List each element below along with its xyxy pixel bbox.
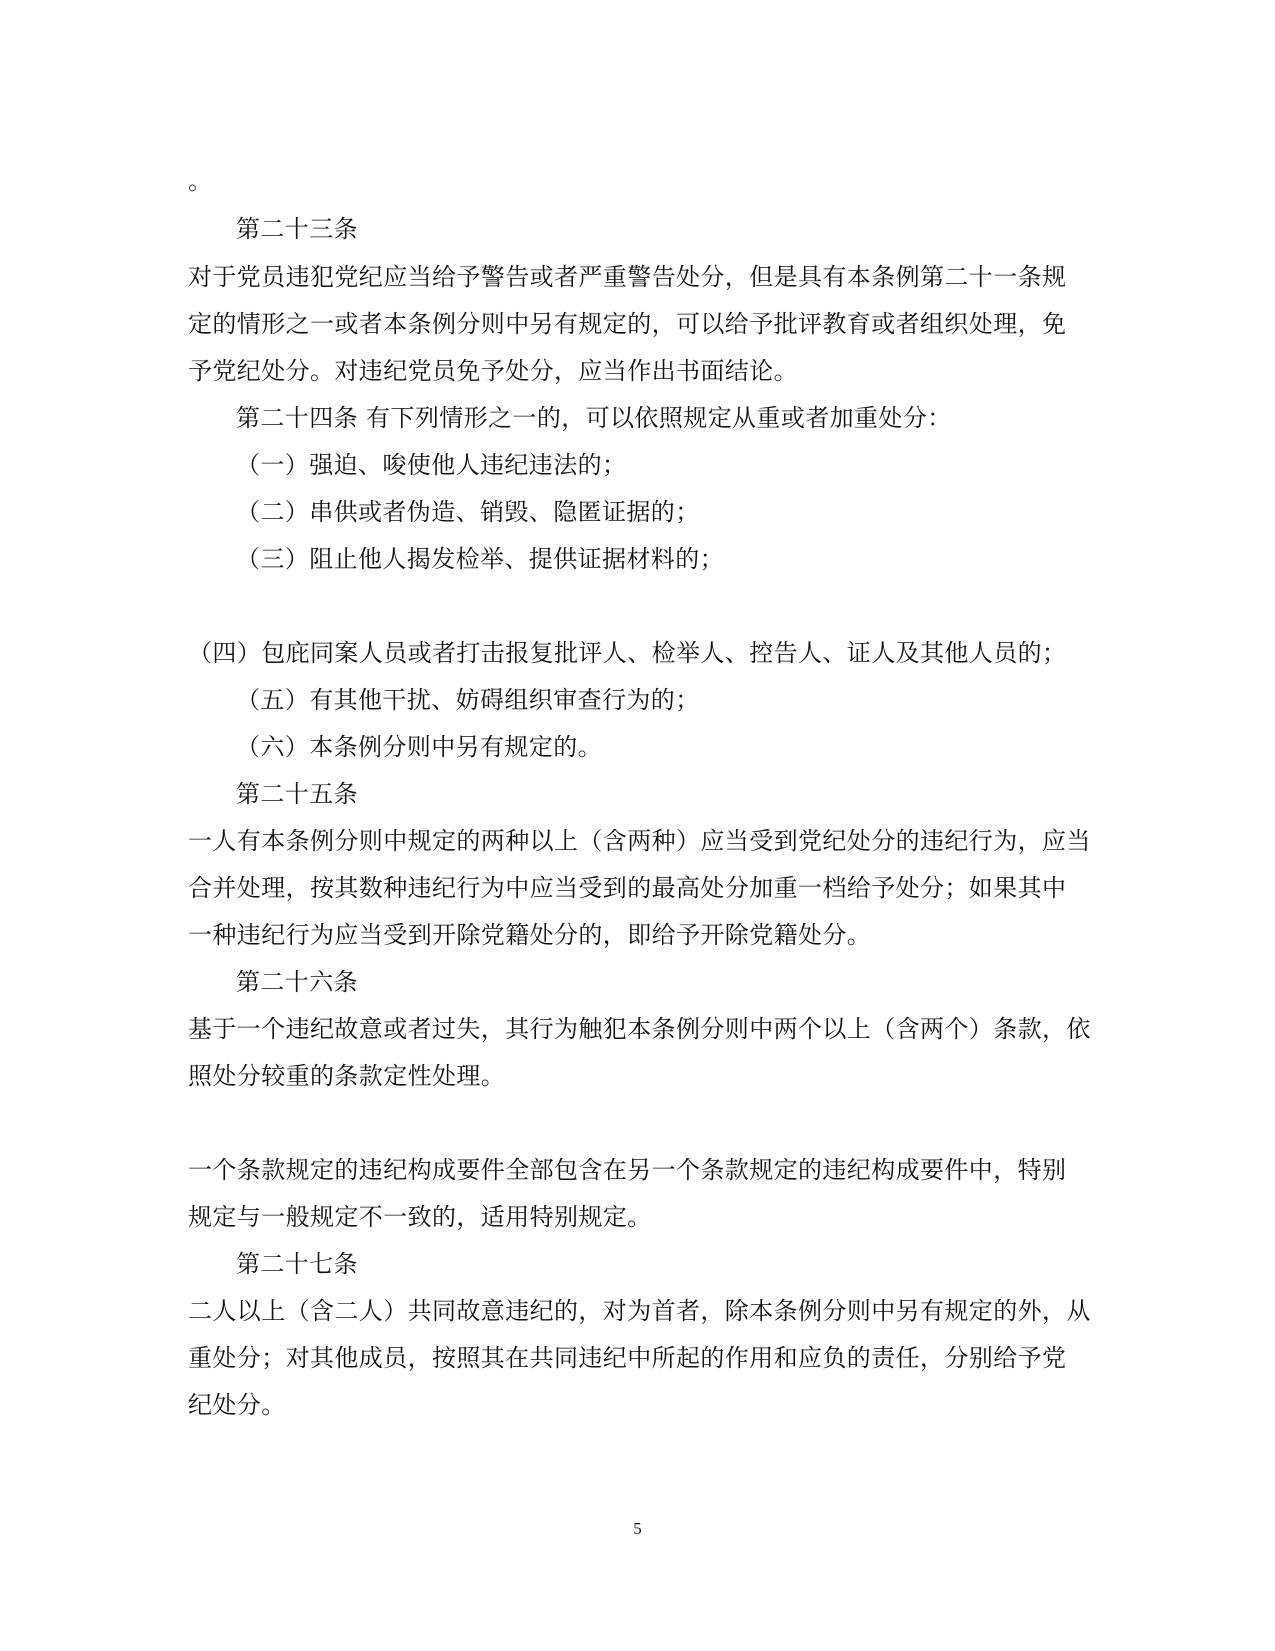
article-heading: 第二十三条 xyxy=(236,215,358,243)
article-heading: 第二十四条 有下列情形之一的，可以依照规定从重或者加重处分： xyxy=(236,404,952,432)
text-line: 一人有本条例分则中规定的两种以上（含两种）应当受到党纪处分的违纪行为，应当 xyxy=(188,827,1091,855)
list-item: （四）包庇同案人员或者打击报复批评人、检举人、控告人、证人及其他人员的； xyxy=(188,639,1067,667)
list-item: （五）有其他干扰、妨碍组织审查行为的； xyxy=(236,686,700,714)
article-heading: 第二十六条 xyxy=(236,968,358,996)
text-line: 基于一个违纪故意或者过失，其行为触犯本条例分则中两个以上（含两个）条款，依 xyxy=(188,1015,1091,1043)
text-line: 对于党员违犯党纪应当给予警告或者严重警告处分，但是具有本条例第二十一条规 xyxy=(188,263,1067,291)
text-line: 纪处分。 xyxy=(188,1391,286,1419)
article-heading: 第二十七条 xyxy=(236,1250,358,1278)
text-line: 予党纪处分。对违纪党员免予处分，应当作出书面结论。 xyxy=(188,357,798,385)
text-line: 规定与一般规定不一致的，适用特别规定。 xyxy=(188,1203,652,1231)
text-line: 二人以上（含二人）共同故意违纪的，对为首者，除本条例分则中另有规定的外，从 xyxy=(188,1297,1091,1325)
text-line: 照处分较重的条款定性处理。 xyxy=(188,1062,506,1090)
article-heading: 第二十五条 xyxy=(236,780,358,808)
page-number: 5 xyxy=(633,1519,642,1538)
text-line: 定的情形之一或者本条例分则中另有规定的，可以给予批评教育或者组织处理，免 xyxy=(188,310,1067,338)
list-item: （六）本条例分则中另有规定的。 xyxy=(236,733,602,761)
text-line: 合并处理，按其数种违纪行为中应当受到的最高处分加重一档给予处分；如果其中 xyxy=(188,874,1067,902)
list-item: （一）强迫、唆使他人违纪违法的； xyxy=(236,451,627,479)
text-line: 重处分；对其他成员，按照其在共同违纪中所起的作用和应负的责任，分别给予党 xyxy=(188,1344,1067,1372)
list-item: （三）阻止他人揭发检举、提供证据材料的； xyxy=(236,545,724,573)
text-line: 一个条款规定的违纪构成要件全部包含在另一个条款规定的违纪构成要件中，特别 xyxy=(188,1156,1067,1184)
list-item: （二）串供或者伪造、销毁、隐匿证据的； xyxy=(236,498,700,526)
text-line: 。 xyxy=(188,167,213,195)
text-line: 一种违纪行为应当受到开除党籍处分的，即给予开除党籍处分。 xyxy=(188,921,872,949)
